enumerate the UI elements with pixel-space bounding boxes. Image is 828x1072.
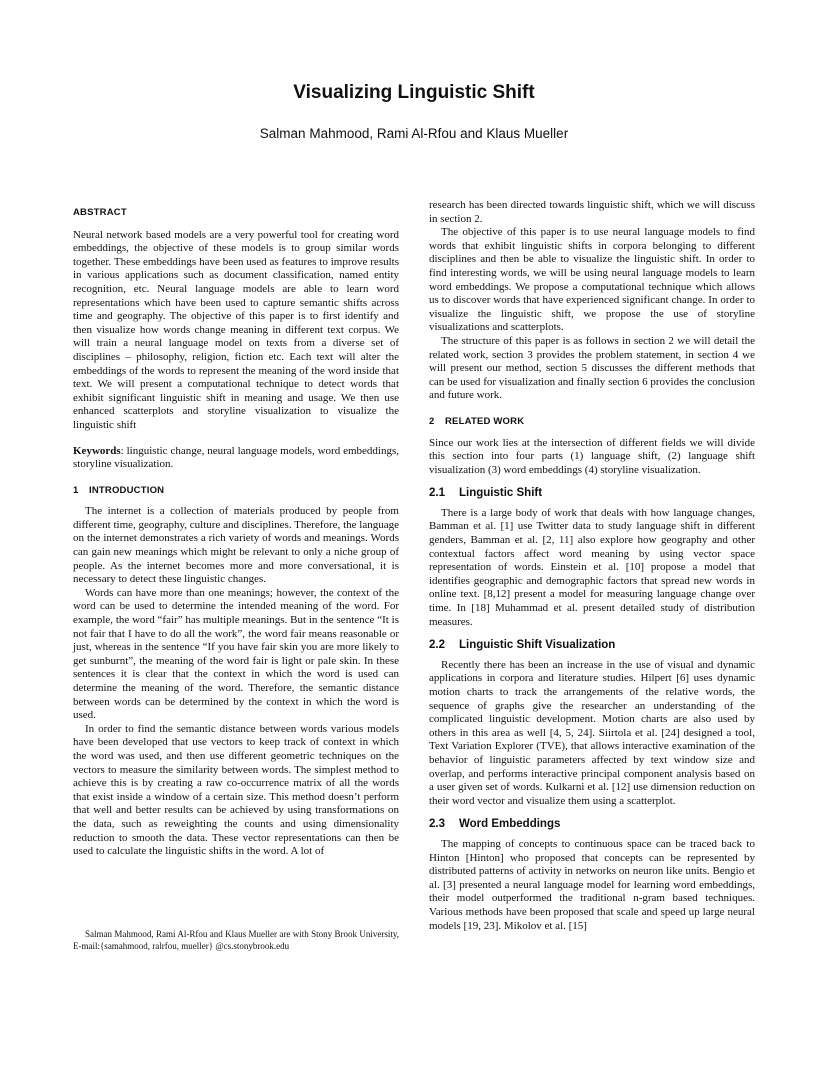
author-footnote	[73, 929, 399, 952]
keywords-label: Keywords	[73, 444, 121, 457]
subsection-heading-linguistic-shift	[429, 487, 755, 501]
paper-title: Visualizing Linguistic Shift	[293, 82, 535, 103]
subsection-heading-word-embeddings	[429, 818, 755, 832]
section-title: INTRODUCTION	[89, 484, 165, 496]
subsection-number: 2.1	[429, 487, 445, 500]
paragraph: Words can have more than one meanings; however, the context of the word can be used to determine the intended meaning of the word. For example, the word “fair” has multiple meanings. But in the sentence “It is not fair that I have to do all the work”, the word fair means reasonable or just, whereas in the sentence “If you have fair skin you are more likely to get sunburnt”, the meaning of the word fair is light or pale skin. In these sentences it is clear that the context in which the word is used can determine the meaning of the word. Therefore, the semantic distance between words can be determined by the context in which the word is used.	[73, 586, 399, 722]
paragraph: The structure of this paper is as follows in section 2 we will detail the related work, section 3 provides the problem statement, in section 4 we will present our method, section 5 discusses the different methods that can be used for visualization and finally section 6 provides the conclusion and future work.	[429, 334, 755, 402]
paragraph: There is a large body of work that deals with how language changes, Bamman et al. [1] use Twitter data to study language shift in different genders, Bamman et al. [2, 11] also explore how geography and other contextual factors affect word meaning by using vector space representation of words. Einstein et al. [10] propose a model that identifies geographic and demographic factors that spread new words in online text. [8,12] present a model for measuring language change over time. In [18] Muhammad et al. present detailed study of distribution measures.	[429, 506, 755, 628]
section-number: 2	[429, 415, 435, 427]
paragraph: Since our work lies at the intersection of different fields we will divide this section into four parts (1) language shift, (2) language shift visualization (3) word embeddings (4) storyline visualization.	[429, 436, 755, 476]
subsection-title: Linguistic Shift	[459, 487, 543, 500]
right-column	[429, 199, 755, 933]
section-heading-introduction	[73, 484, 399, 498]
left-column	[73, 196, 399, 859]
section-number: 1	[73, 484, 79, 496]
paragraph: Recently there has been an increase in the use of visual and dynamic applications in corpora and literature studies. Hilpert [6] uses dynamic motion charts to track the arrangements of the relative words, the sequence of graphs give the researcher an understanding of the complicated linguistic development. Motion charts are also used by others in this area as well [4, 5, 24]. Siirtola et al. [24] designed a tool, Text Variation Explorer (TVE), that allows interactive examination of the behavior of linguistic parameters affected by text window size and overlap, and performs interactive principal component analysis based on a user given set of words. Kulkarni et al. [12] use dimension reduction on their word vector and visualize them using a scatterplot.	[429, 658, 755, 807]
subsection-heading-linguistic-shift-visualization	[429, 639, 755, 653]
keywords-text: : linguistic change, neural language models, word embeddings, storyline visualization.	[73, 444, 399, 471]
paragraph: The mapping of concepts to continuous space can be traced back to Hinton [Hinton] who proposed that concepts can be represented by distributed patterns of activity in networks on neuron like units. Bengio et al. [3] presented a neural language model for learning word embeddings, their model outperformed the traditional n-gram based techniques. Various methods have been proposed that scale and speed up large neural models [19, 23]. Mikolov et al. [15]	[429, 837, 755, 932]
section-heading-related-work	[429, 415, 755, 429]
author-list: Salman Mahmood, Rami Al-Rfou and Klaus Mueller	[259, 126, 569, 141]
abstract-heading: ABSTRACT	[73, 207, 127, 218]
paragraph: In order to find the semantic distance between words various models have been developed that use vectors to keep track of context in which the word was used, and then use different geometric techniques on the vectors to measure the similarity between words. The simplest method to achieve this is by creating a raw co-occurrence matrix of all the words that exist inside a window of a certain size. This method doesn’t perform that well and better results can be achieved by using transformations on the data, such as reweighting the counts and using dimensionality reduction to smooth the data. These vector representations can then be used to calculate the linguistic shifts in the word. A lot of	[73, 722, 399, 858]
paragraph: research has been directed towards linguistic shift, which we will discuss in section 2.	[429, 199, 755, 225]
paragraph: The objective of this paper is to use neural language models to find words that exhibit linguistic shifts in corpora belonging to different disciplines and then be able to visualize the linguistic shift. In order to find interesting words, we will be using neural language models to learn word embeddings. We propose a computational technique which allows us to discover words that have experienced significant change. In order to visualize the linguistic shift, we propose the use of storyline visualizations and scatterplots.	[429, 226, 755, 334]
footnote-text: Salman Mahmood, Rami Al-Rfou and Klaus Mueller are with Stony Brook University, E-mail:{samahmood, ralrfou, mueller} @cs.stonybrook.edu	[73, 929, 399, 951]
keywords-line	[73, 445, 399, 472]
subsection-title: Linguistic Shift Visualization	[459, 639, 616, 652]
paragraph: The internet is a collection of materials produced by people from different time, geography, culture and disciplines. Therefore, the language on the internet demonstrates a rich variety of words and meanings. Words can gain new meanings which might be relevant to only a niche group of people. As the internet becomes more and more conversational, it is necessary to detect these linguistic changes.	[73, 505, 399, 586]
subsection-title: Word Embeddings	[459, 818, 561, 831]
subsection-number: 2.2	[429, 639, 445, 652]
subsection-number: 2.3	[429, 818, 445, 831]
section-title: RELATED WORK	[445, 415, 525, 427]
abstract-text: Neural network based models are a very powerful tool for creating word embeddings, the objective of these models is to group similar words together. These embeddings have been used as features to improve results in various applications such as document classification, named entity recognition, etc. Neural language models are able to learn word representations which have been used to capture semantic shifts across time and geography. The objective of this paper is to first identify and then visualize how words change meaning in different text corpus. We will train a neural language model on texts from a diverse set of disciplines – philosophy, religion, fiction etc. Each text will alter the embeddings of the words to represent the meaning of the word inside that text. We will present a computational technique to detect words that exhibit significant linguistic shift in meaning and usage. We then use enhanced scatterplots and storyline visualization to visualize the linguistic shift	[73, 228, 399, 431]
